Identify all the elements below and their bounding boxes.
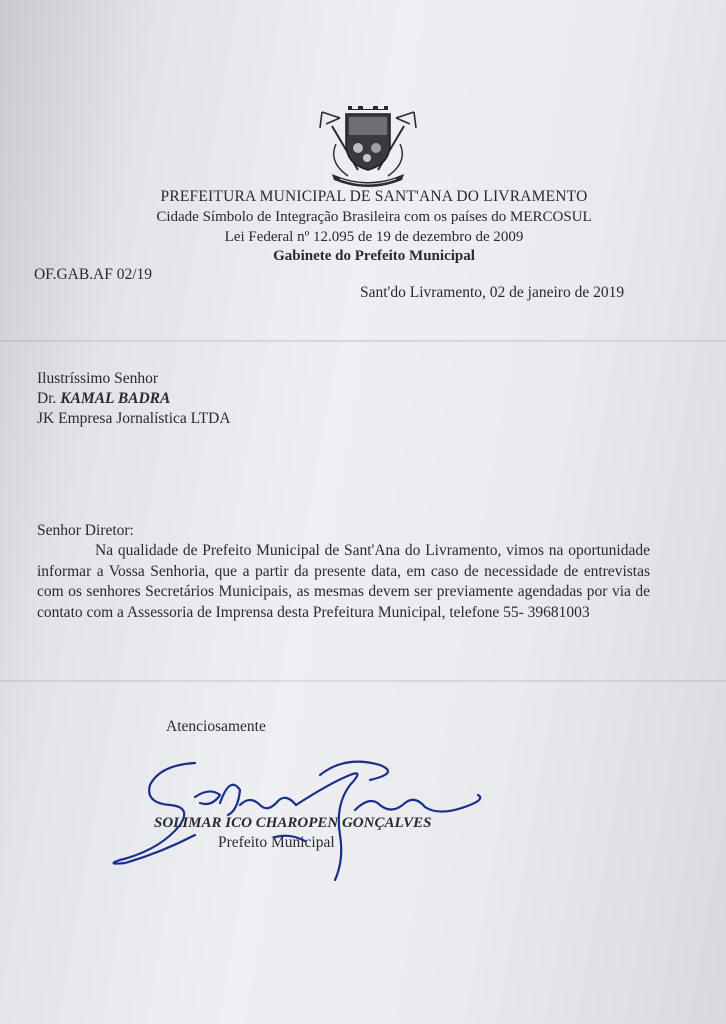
addressee-name-line	[37, 390, 170, 408]
paper-fold	[0, 680, 726, 682]
institution-subtitle: Cidade Símbolo de Integração Brasileira com os países do MERCOSUL	[156, 209, 592, 225]
office-name: Gabinete do Prefeito Municipal	[273, 248, 475, 264]
document-reference: OF.GAB.AF 02/19	[34, 266, 153, 283]
institution-name: PREFEITURA MUNICIPAL DE SANT'ANA DO LIVRAMENTO	[160, 188, 588, 205]
greeting: Senhor Diretor:	[37, 522, 134, 539]
municipal-coat-of-arms	[318, 104, 418, 190]
handwritten-signature	[100, 735, 500, 885]
closing: Atenciosamente	[166, 718, 266, 735]
addressee-name: KAMAL BADRA	[60, 390, 171, 407]
law-reference: Lei Federal nº 12.095 de 19 de dezembro de 2009	[224, 229, 524, 245]
letter-body: Na qualidade de Prefeito Municipal de Sant'Ana do Livramento, vimos na oportunidade informar a Vossa Senhoria, que a partir da presente data, em caso de necessidade de entrevistas com os senhores Secretários Municipais, as mesmas devem ser previamente agendadas por via de contato com a Assessoria de Imprensa desta Prefeitura Municipal, telefone 55- 39681003	[37, 542, 650, 621]
addressee-salutation: Ilustríssimo Senhor	[37, 370, 158, 387]
signatory-name: SOLIMAR ICO CHAROPEN GONÇALVES	[154, 815, 432, 831]
addressee-company: JK Empresa Jornalística LTDA	[37, 410, 231, 427]
date-line: Sant'do Livramento, 02 de janeiro de 2019	[360, 284, 625, 301]
signatory-role: Prefeito Municipal	[218, 834, 335, 851]
addressee-title: Dr.	[37, 390, 57, 407]
paper-fold	[0, 340, 726, 342]
